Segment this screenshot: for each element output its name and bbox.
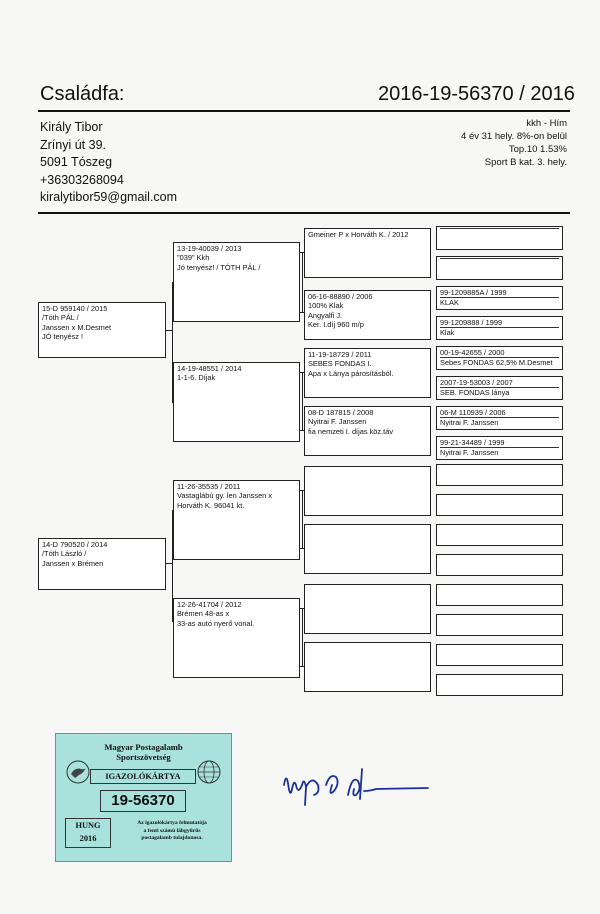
- pedigree-line: "039" Kkh: [177, 253, 210, 263]
- pedigree-g4-box: [436, 436, 563, 460]
- pedigree-g4-box: [436, 316, 563, 340]
- pedigree-mfm: [304, 524, 431, 574]
- pedigree-mf: [173, 480, 300, 560]
- pedigree-line: 15-D 959140 / 2015: [42, 304, 108, 313]
- pedigree-g4-empty: [436, 674, 563, 696]
- ring-number: 2016-19-56370 / 2016: [378, 83, 575, 105]
- pedigree-line: 11-26-35535 / 2011: [177, 482, 241, 491]
- bird-top: Top.10 1.53%: [508, 144, 567, 155]
- pedigree-line: Horváth K. 96041 kt.: [177, 500, 245, 510]
- pedigree-line: JÓ tenyész !: [42, 331, 84, 341]
- card-year: 2016: [79, 834, 97, 843]
- owner-email: kiralytibor59@gmail.com: [40, 190, 178, 204]
- pedigree-line: [440, 258, 559, 259]
- globe-emblem-icon: [196, 759, 222, 785]
- card-number: 19-56370: [100, 790, 186, 812]
- bird-sport: Sport B kat. 3. hely.: [484, 157, 567, 168]
- pedigree-line: Klak: [440, 328, 455, 338]
- owner-name: Király Tibor: [40, 120, 103, 134]
- pedigree-line: 08-D 187815 / 2008: [308, 408, 374, 417]
- pedigree-line: Sebes FONDAS 62,5% M.Desmet: [440, 358, 553, 368]
- pedigree-line: Nyitrai F. Janssen: [308, 417, 367, 427]
- pedigree-mff: [304, 466, 431, 516]
- pedigree-fmm: [304, 406, 431, 456]
- pedigree-line: Janssen x Brémen: [42, 558, 104, 568]
- pedigree-mmm: [304, 642, 431, 692]
- card-note-line: a fenti számú lábgyűrűs: [143, 827, 201, 834]
- pedigree-line: 99-1209888 / 1999: [440, 318, 559, 328]
- card-country-code: HUNG: [75, 821, 101, 830]
- bird-stats: [461, 117, 567, 169]
- pedigree-line: 06-16-88890 / 2006: [308, 292, 373, 301]
- pedigree-line: 14-19-48551 / 2014: [177, 364, 242, 373]
- card-org-line: Sportszövetség: [116, 752, 171, 762]
- pedigree-line: [440, 228, 559, 229]
- pedigree-line: Nyitrai F. Janssen: [440, 418, 499, 428]
- card-country: [65, 818, 111, 848]
- pedigree-line: 100% Klak: [308, 301, 344, 311]
- pedigree-line: Ker. I.díj 960 m/p: [308, 319, 364, 329]
- pedigree-line: KLAK: [440, 298, 459, 308]
- pedigree-g4-box: [436, 376, 563, 400]
- pedigree-line: 12-26-41704 / 2012: [177, 600, 242, 609]
- pedigree-g4-empty: [436, 494, 563, 516]
- pedigree-line: /Tóth László /: [42, 549, 87, 559]
- pedigree-g4-empty: [436, 524, 563, 546]
- card-note-line: Az igazolókártya felmutatója: [137, 820, 207, 826]
- pedigree-fff: [304, 228, 431, 278]
- pedigree-line: 14-D 790520 / 2014: [42, 540, 108, 549]
- pigeon-emblem-icon: [65, 759, 91, 785]
- pedigree-line: 33-as autó nyerő vonal.: [177, 618, 255, 628]
- pedigree-ff: [173, 242, 300, 322]
- pedigree-g4-box: [436, 226, 563, 250]
- pedigree-line: Brémen 48-as x: [177, 609, 230, 619]
- pedigree-line: Angyalfi J.: [308, 310, 343, 320]
- pedigree-line: Gmeiner P x Horváth K. / 2012: [308, 230, 409, 239]
- pedigree-mother: [38, 538, 166, 590]
- pedigree-g4-empty: [436, 464, 563, 486]
- id-card: [55, 733, 232, 862]
- pedigree-line: 06-M 110939 / 2006: [440, 408, 559, 418]
- card-kind: IGAZOLÓKÁRTYA: [90, 769, 196, 784]
- pedigree-fmf: [304, 348, 431, 398]
- owner-street: Zrínyi út 39.: [40, 137, 106, 152]
- info-divider: [38, 212, 570, 214]
- signature: [278, 755, 438, 815]
- owner-city: 5091 Tószeg: [40, 155, 113, 169]
- pedigree-mm: [173, 598, 300, 678]
- pedigree-line: Apa x Lánya párosításból.: [308, 368, 394, 378]
- pedigree-line: Nyitrai F. Janssen: [440, 448, 499, 458]
- pedigree-g4-box: [436, 256, 563, 280]
- card-org-line: Magyar Postagalamb: [104, 742, 183, 752]
- pedigree-g4-empty: [436, 614, 563, 636]
- pedigree-line: 2007-19-53003 / 2007: [440, 378, 559, 388]
- pedigree-line: 99-1209885A / 1999: [440, 288, 559, 298]
- pedigree-ffm: [304, 290, 431, 340]
- pedigree-line: 11-19-18729 / 2011: [308, 350, 372, 359]
- pedigree-line: 13-19-40039 / 2013: [177, 244, 242, 253]
- bird-results: 4 év 31 hely. 8%-on belül: [461, 131, 567, 142]
- owner-phone: +36303268094: [40, 172, 124, 187]
- pedigree-line: SEBES FONDAS I.: [308, 359, 372, 369]
- pedigree-mmf: [304, 584, 431, 634]
- header-divider: [38, 110, 570, 112]
- card-organization: [56, 742, 231, 762]
- owner-info: [40, 119, 177, 207]
- pedigree-line: Vastaglábú gy. len Janssen x: [177, 491, 273, 501]
- pedigree-line: 99-21-34489 / 1999: [440, 438, 559, 448]
- pedigree-g4-empty: [436, 644, 563, 666]
- pedigree-line: 00-19-42655 / 2000: [440, 348, 559, 358]
- pedigree-line: fia nemzeti I. díjas köz.táv: [308, 426, 394, 436]
- pedigree-g4-box: [436, 346, 563, 370]
- pedigree-g4-empty: [436, 554, 563, 576]
- pedigree-g4-box: [436, 406, 563, 430]
- bird-sex: kkh - Hím: [526, 118, 567, 129]
- pedigree-line: 1-1-6. Díjak: [177, 373, 216, 383]
- page-title: Családfa:: [40, 83, 125, 105]
- card-note: [117, 820, 227, 843]
- card-note-line: postagalamb tulajdonosa.: [141, 835, 203, 842]
- pedigree-g4-empty: [436, 584, 563, 606]
- pedigree-father: [38, 302, 166, 358]
- pedigree-line: /Tóth PÁL /: [42, 313, 79, 323]
- pedigree-line: Jó tenyész! / TÓTH PÁL /: [177, 262, 261, 272]
- pedigree-line: Janssen x M.Desmet: [42, 322, 112, 332]
- pedigree-fm: [173, 362, 300, 442]
- pedigree-line: SEB. FONDAS lánya: [440, 388, 510, 398]
- pedigree-g4-box: [436, 286, 563, 310]
